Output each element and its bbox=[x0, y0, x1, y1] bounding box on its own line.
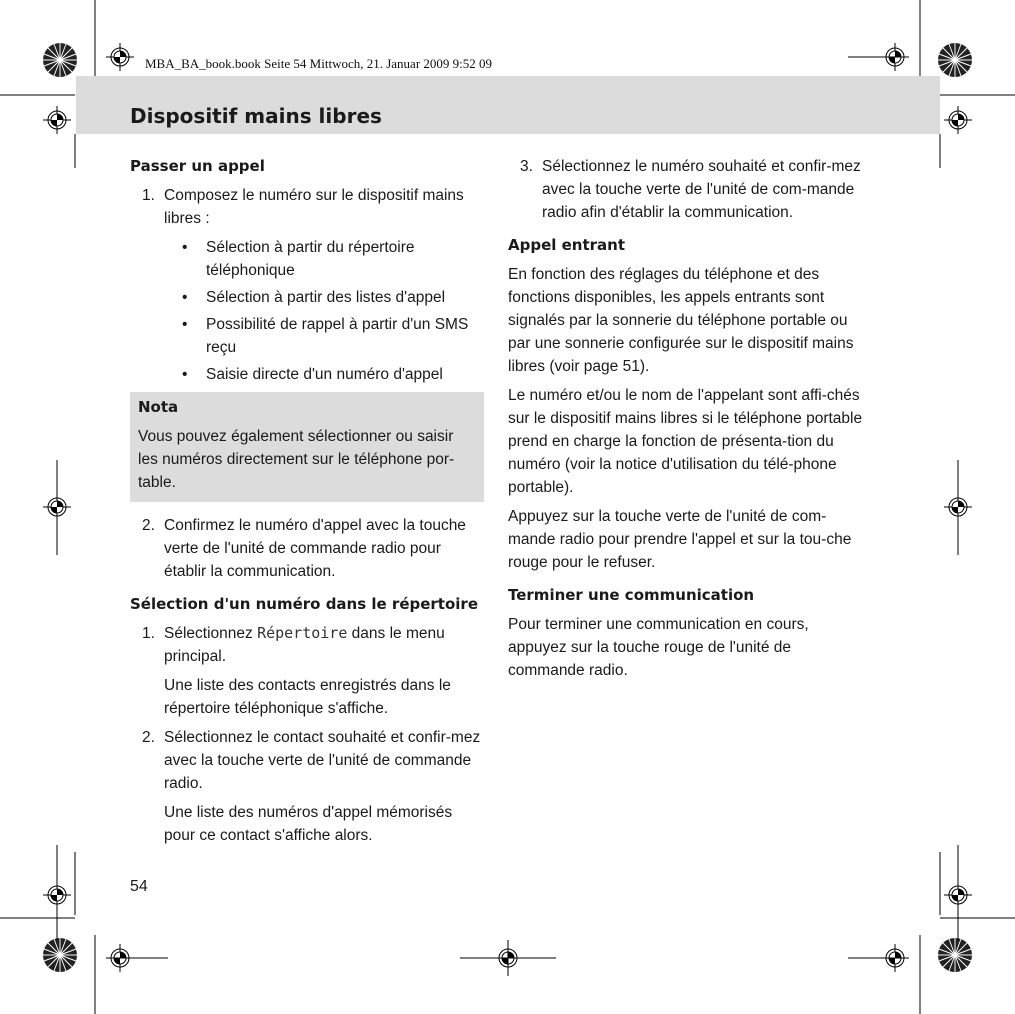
bullet-item: • Possibilité de rappel à partir d'un SMS reçu bbox=[130, 313, 484, 359]
step-text: Confirmez le numéro d'appel avec la touche verte de l'unité de commande radio pour établir la communication. bbox=[164, 517, 466, 580]
paragraph: Pour terminer une communication en cours, appuyez sur la touche rouge de l'unité de commande radio. bbox=[508, 616, 809, 679]
menu-item-repertoire: Répertoire bbox=[257, 624, 348, 642]
bullet-item: • Saisie directe d'un numéro d'appel bbox=[130, 363, 484, 386]
section-heading-end: Terminer une communication bbox=[508, 586, 755, 604]
step-item bbox=[130, 622, 484, 668]
step-text: Sélectionnez bbox=[164, 625, 258, 642]
step-number: 2. bbox=[142, 517, 155, 534]
paragraph: Appuyez sur la touche verte de l'unité de com-mande radio pour prendre l'appel et sur la tou-che rouge pour le refuser. bbox=[508, 508, 852, 571]
nota-text: Vous pouvez également sélectionner ou saisir les numéros directement sur le téléphone por-table. bbox=[138, 428, 455, 491]
step-text: Sélectionnez le numéro souhaité et confir-mez avec la touche verte de l'unité de com-mande radio afin d'établir la communication. bbox=[542, 158, 861, 221]
step-text: dans le menu principal. bbox=[164, 625, 445, 665]
step-item bbox=[130, 184, 484, 230]
step-item bbox=[130, 726, 484, 795]
step-text: Composez le numéro sur le dispositif mains libres : bbox=[164, 187, 464, 227]
step-text: Sélectionnez le contact souhaité et confir-mez avec la touche verte de l'unité de commande radio. bbox=[164, 729, 481, 792]
bullet-item: • Sélection à partir des listes d'appel bbox=[130, 286, 484, 309]
left-column bbox=[130, 155, 484, 853]
section-heading-directory: Sélection d'un numéro dans le répertoire bbox=[130, 595, 478, 613]
paragraph: En fonction des réglages du téléphone et des fonctions disponibles, les appels entrants sont signalés par la sonnerie du téléphone portable ou par une sonnerie configurée sur le dispositif mains libres (voir page 51). bbox=[508, 266, 854, 375]
step-number: 3. bbox=[520, 158, 533, 175]
step-item bbox=[130, 514, 484, 583]
bullet-list bbox=[130, 236, 484, 386]
section-heading-incoming: Appel entrant bbox=[508, 236, 626, 254]
step-item bbox=[508, 155, 868, 224]
paragraph: Le numéro et/ou le nom de l'appelant sont affi-chés sur le dispositif mains libres si le téléphone portable prend en charge la fonction de présenta-tion du numéro (voir la notice d'utilisation du télé-phone portable). bbox=[508, 387, 863, 496]
right-column bbox=[508, 155, 868, 688]
nota-title: Nota bbox=[138, 398, 179, 416]
nota-box bbox=[130, 392, 484, 502]
print-slug: MBA_BA_book.book Seite 54 Mittwoch, 21. Januar 2009 9:52 09 bbox=[145, 56, 493, 71]
step-number: 1. bbox=[142, 625, 155, 642]
step-number: 1. bbox=[142, 187, 155, 204]
step-note: Une liste des numéros d'appel mémorisés pour ce contact s'affiche alors. bbox=[164, 804, 453, 844]
step-note: Une liste des contacts enregistrés dans le répertoire téléphonique s'affiche. bbox=[164, 677, 451, 717]
page-number: 54 bbox=[130, 878, 148, 895]
section-heading-call: Passer un appel bbox=[130, 157, 265, 175]
page-title: Dispositif mains libres bbox=[130, 104, 382, 128]
step-number: 2. bbox=[142, 729, 155, 746]
bullet-item: • Sélection à partir du répertoire téléphonique bbox=[130, 236, 484, 282]
